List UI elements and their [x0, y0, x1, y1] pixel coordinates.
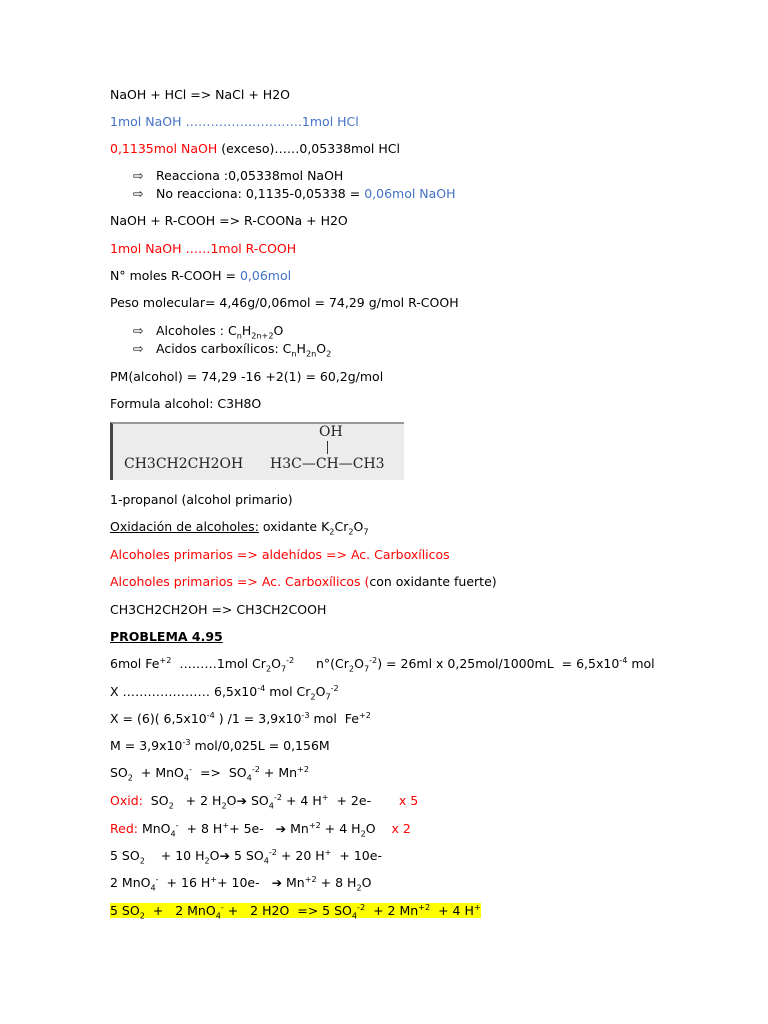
dichromate-moles: $n^\circ(Cr_2O_7^{-2}) = 26ml$ x $0,25mol/1000mL = 6,5x10^{-4}$ mol — [316, 654, 655, 674]
reacts-line: Reacciona :0,05338mol NaOH — [156, 168, 344, 183]
equation-neutralization: NaOH + HCl => NaCl + H2O — [110, 87, 290, 102]
ratio-naoh-rcooh: 1mol NaOH ……1mol R-COOH — [110, 241, 297, 256]
redox-equation: $SO_2 + MnO_4^- => SO_4^{-2} + Mn^{+2}$ — [110, 763, 310, 783]
molarity: $M = 3,9x10^{-3}$ mol/0,025L = 0,156M — [110, 736, 330, 753]
arrow-bullet-icon: ⇨ — [133, 341, 144, 356]
molecular-weight: Peso molecular= 4,46g/0,06mol = 74,29 g/mol R-COOH — [110, 295, 459, 310]
x-ratio: X ………………… $6,5x10^{-4}$ mol $Cr_2O_7^{-2}$ — [110, 682, 339, 702]
not-reacts-line: No reacciona: 0,1135-0,05338 = 0,06mol NaOH — [156, 186, 456, 201]
propanol-label: 1-propanol (alcohol primario) — [110, 492, 293, 507]
reduction-multiplied: 2 MnO$_4$- + 16 H++ 10e- ➔ $Mn^{+2} + 8$ $H_2O$ — [110, 873, 372, 893]
alcohol-formula: Formula alcohol: C3H8O — [110, 396, 262, 411]
primary-to-aldehydes: Alcoholes primarios => aldehídos => Ac. Carboxílicos — [110, 547, 450, 562]
alcohols-formula: Alcoholes : $C_nH_{2n+2}O$ — [156, 323, 284, 341]
balanced-equation: 5 $SO_2 + 2$ MnO$_4$- + 2 H2O => 5 $SO_4^{-2} + 2$ $Mn^{+2} + 4$ H+ — [110, 901, 481, 921]
fe-dichromate-ratio: 6mol $Fe^{+2}$ ………1mol $Cr_2O_7^{-2}$ — [110, 654, 295, 674]
oh-group: OH — [319, 424, 343, 440]
primary-to-acids: Alcoholes primarios => Ac. Carboxílicos (con oxidante fuerte) — [110, 574, 497, 589]
arrow-bullet-icon: ⇨ — [133, 168, 144, 183]
oxidation-multiplied: 5 $SO_2$ + 10 $H_2O➔$ 5 $SO_4^{-2} + 20$ H+ + 10e- — [110, 846, 382, 866]
arrow-bullet-icon: ⇨ — [133, 323, 144, 338]
arrow-bullet-icon: ⇨ — [133, 186, 144, 201]
moles-rcooh: N° moles R-COOH = 0,06mol — [110, 268, 292, 283]
x-calculation: X = (6)( $6,5x10^{-4}$ ) $/1 = 3,9x10^{-3}$ mol $Fe^{+2}$ — [110, 709, 371, 726]
excess-line: 0,1135mol NaOH (exceso)……0,05338mol HCl — [110, 141, 400, 156]
pm-alcohol: PM(alcohol) = 74,29 -16 +2(1) = 60,2g/mol — [110, 369, 384, 384]
problem-heading: PROBLEMA 4.95 — [110, 629, 223, 644]
ratio-naoh-hcl: 1mol NaOH ……………………….1mol HCl — [110, 114, 359, 129]
acids-formula: Acidos carboxílicos: $C_nH_{2n}O_2$ — [156, 341, 332, 359]
oxidation-half: Oxid: $SO_2 + 2$ $H_2O➔$ $SO_4^{-2} + 4$ H+ + 2e- x 5 — [110, 791, 419, 811]
equation-acid-base: NaOH + R-COOH => R-COONa + H2O — [110, 213, 348, 228]
oxidation-heading: Oxidación de alcoholes: oxidante $K_2Cr_2O_7$ — [110, 519, 369, 537]
structure-image — [110, 422, 404, 480]
isopropanol-formula: H3C—CH—CH3 — [270, 456, 385, 472]
reduction-half: Red: MnO$_4$- + 8 H++ 5e- ➔ $Mn^{+2} + 4$ $H_2O$ x 2 — [110, 819, 411, 839]
propanol-formula: CH3CH2CH2OH — [124, 456, 244, 472]
bond-line — [327, 441, 328, 454]
oxidation-reaction: CH3CH2CH2OH => CH3CH2COOH — [110, 602, 327, 617]
